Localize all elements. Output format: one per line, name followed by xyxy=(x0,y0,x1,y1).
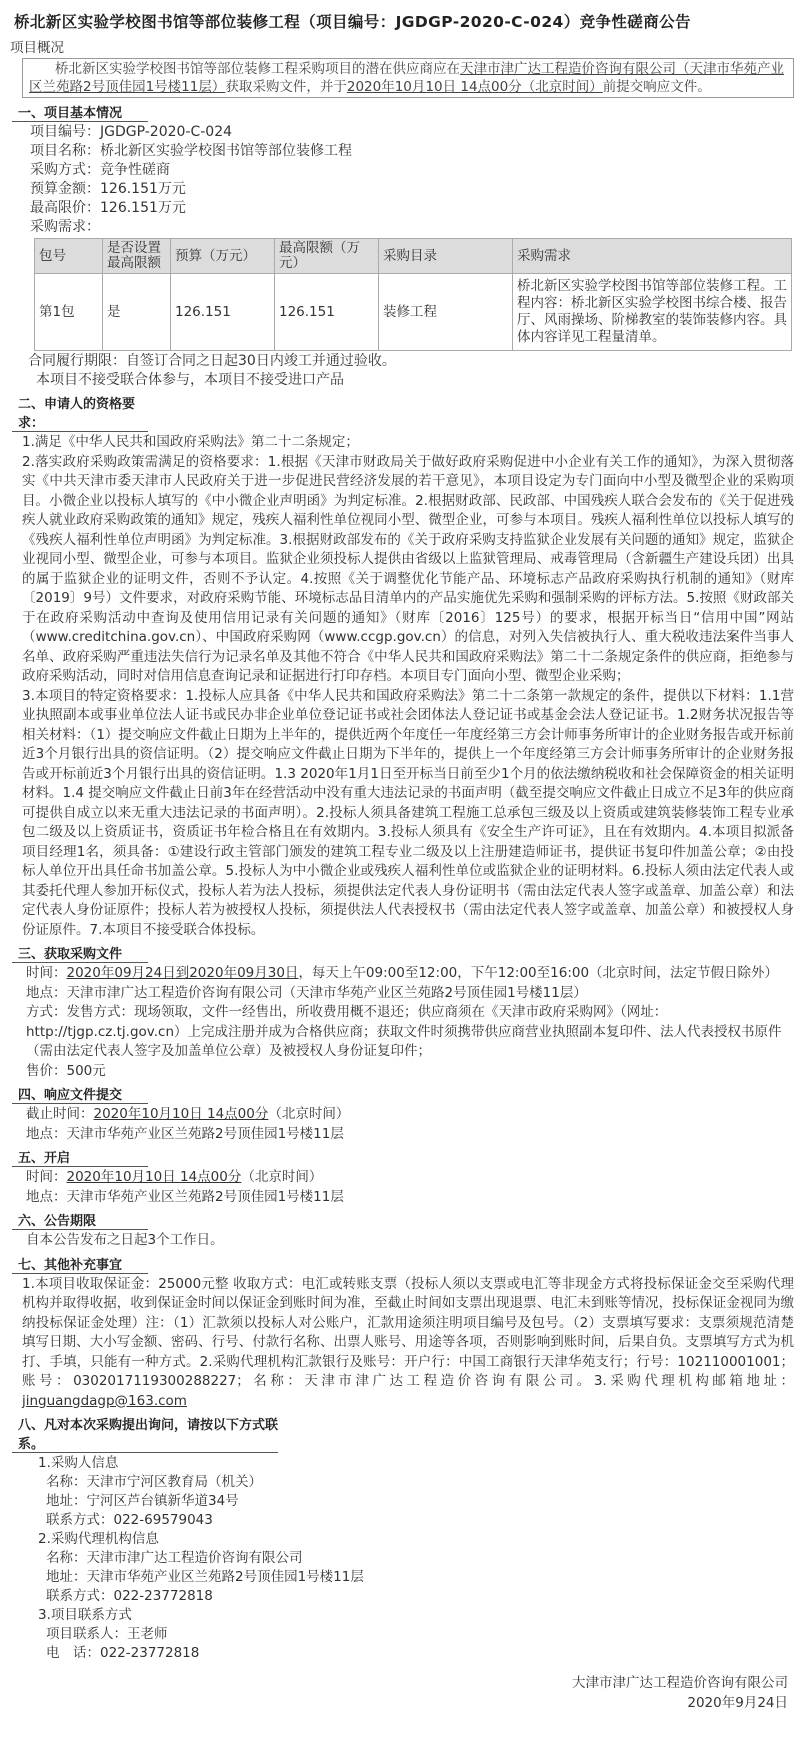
section-heading: 一、项目基本情况 xyxy=(12,102,148,122)
table-cell: 装修工程 xyxy=(379,274,513,351)
overview-text-a: 桥北新区实验学校图书馆等部位装修工程采购项目的潜在供应商应在 xyxy=(55,61,460,77)
table-header-row xyxy=(35,239,792,274)
obtain-time: 时间：2020年09月24日到2020年09月30日，每天上午09:00至12:00，下午12:00至16:00（北京时间，法定节假日除外） xyxy=(26,965,779,981)
section-heading: 四、响应文件提交 xyxy=(12,1084,148,1104)
overview-text-b: 获取采购文件，并于 xyxy=(225,79,347,95)
section-basic-info xyxy=(8,102,800,390)
agency-address: 地址：天津市华苑产业区兰苑路2号顶佳园1号楼11层 xyxy=(46,1569,364,1585)
project-contact-label: 3.项目联系方式 xyxy=(38,1607,132,1623)
qualification-item-1: 1.满足《中华人民共和国政府采购法》第二十二条规定； xyxy=(22,434,359,450)
section-obtain-documents xyxy=(8,943,800,1081)
overview-text-c: 前提交响应文件。 xyxy=(602,79,711,95)
col-header: 最高限额（万元） xyxy=(275,239,379,274)
section-announcement-period xyxy=(8,1210,800,1251)
procurement-method: 采购方式：竞争性磋商 xyxy=(30,162,170,178)
signing-date: 2020年9月24日 xyxy=(687,1695,788,1711)
col-header: 采购目录 xyxy=(379,239,513,274)
obtain-method: 方式：发售方式：现场领取，文件一经售出，所收费用概不退还；供应商须在《天津市政府采购网》（网址：http://tjgp.cz.tj.gov.cn）上完成注册并成为合格供应商；获取文件时须携带供应商营业执照副本复印件、法人代表授权书原件（需由法定代表人签字及加盖单位公章）及被授权人身份证复印件； xyxy=(26,1004,782,1059)
col-header: 采购需求 xyxy=(513,239,792,274)
obtain-place: 地点：天津市津广达工程造价咨询有限公司（天津市华苑产业区兰苑路2号顶佳园1号楼11层） xyxy=(26,984,587,1001)
section-qualifications xyxy=(8,393,800,940)
col-header: 是否设置最高限额 xyxy=(103,239,171,274)
section-submission xyxy=(8,1084,800,1144)
obtain-time-link: 2020年09月24日到2020年09月30日 xyxy=(66,965,299,981)
section-other-matters xyxy=(8,1254,800,1412)
table-row xyxy=(35,274,792,351)
buyer-name: 名称：天津市宁河区教育局（机关） xyxy=(46,1474,262,1490)
document-price: 售价：500元 xyxy=(26,1062,106,1079)
project-name: 项目名称：桥北新区实验学校图书馆等部位装修工程 xyxy=(30,143,352,159)
overview-agency-link: 天津市津广达工程造价咨询有限公司（天津市华苑产业区兰苑路2号顶佳园1号楼11层） xyxy=(29,61,784,95)
project-contact-phone: 电 话：022-23772818 xyxy=(46,1645,200,1661)
qualification-item-2: 2.落实政府采购政策需满足的资格要求：1.根据《天津市财政局关于做好政府采购促进中小企业有关工作的通知》，为深入贯彻落实《中共天津市委天津市人民政府关于进一步促进民营经济发展的若干意见》，本项目设定为专门面向中小型及微型企业的采购项目。小微企业以投标人填写的《中小微企业声明函》为判定标准。2.根据财政部、民政部、中国残疾人联合会发布的《关于促进残疾人就业政府采购政策的通知》规定，残疾人福利性单位视同小型、微型企业，可参与本项目。残疾人福利性单位以投标人填写的《残疾人福利性单位声明函》为判定标准。3.根据财政部发布的《关于政府采购支持监狱企业发展有关问题的通知》规定，监狱企业视同小型、微型企业，可参与本项目。监狱企业须投标人提供由省级以上监狱管理局、戒毒管理局（含新疆生产建设兵团）出具的属于监狱企业的证明文件，否则不予认定。4.按照《关于调整优化节能产品、环境标志产品政府采购执行机制的通知》（财库〔2019〕9号）文件要求，对政府采购节能、环境标志品目清单内的产品实施优先采购和强制采购的评标方法。5.按照《财政部关于在政府采购活动中查询及使用信用记录有关问题的通知》（财库〔2016〕125号）的要求，根据开标当日“信用中国”网站（www.creditchina.gov.cn）、中国政府采购网（www.ccgp.gov.cn）的信息，对列入失信被执行人、重大税收违法案件当事人名单、政府采购严重违法失信行为记录名单及其他不符合《中华人民共和国政府采购法》第二十二条规定条件的供应商，拒绝参与政府采购活动，同时对信用信息查询记录和证据进行打印存档。本项目专门面向小型、微型企业采购； xyxy=(22,453,794,684)
agency-name: 名称：天津市津广达工程造价咨询有限公司 xyxy=(46,1550,303,1566)
section-heading: 三、获取采购文件 xyxy=(12,943,148,963)
col-header: 包号 xyxy=(35,239,103,274)
submission-place: 地点：天津市华苑产业区兰苑路2号顶佳园1号楼11层 xyxy=(26,1125,344,1142)
announcement-period-text: 自本公告发布之日起3个工作日。 xyxy=(26,1232,224,1248)
overview-label: 项目概况 xyxy=(10,40,64,56)
section-heading: 五、开启 xyxy=(12,1147,148,1167)
buyer-phone: 联系方式：022-69579043 xyxy=(46,1512,213,1528)
agency-email-link[interactable]: jinguangdagp@163.com xyxy=(22,1392,187,1409)
overview-box xyxy=(22,58,794,98)
opening-time-link: 2020年10月10日 14点00分 xyxy=(66,1169,242,1185)
qualification-item-3: 3.本项目的特定资格要求：1.投标人应具备《中华人民共和国政府采购法》第二十二条第一款规定的条件，提供以下材料：1.1营业执照副本或事业单位法人证书或民办非企业单位登记证书或社会团体法人登记证书或基金会法人登记证书。1.2财务状况报告等相关材料：（1）提交响应文件截止日期为上半年的，提供近两个年度任一年度经第三方会计师事务所审计的企业财务报告或开标前近3个月银行出具的资信证明。（2）提交响应文件截止日期为下半年的，提供上一个年度经第三方会计师事务所审计的企业财务报告或开标前近3个月银行出具的资信证明。1.3 2020年1月1日至开标当日前至少1个月的依法缴纳税收和社会保障资金的相关证明材料。1.4 提交响应文件截止日前3年在经营活动中没有重大违法记录的书面声明（截至提交响应文件截止日成立不足3年的供应商可提供自成立以来无重大违法记录的书面声明）。2.投标人须具备建筑工程施工总承包三级及以上资质或建筑装修装饰工程专业承包二级及以上资质证书，资质证书年检合格且在有效期内。3.投标人须具有《安全生产许可证》，且在有效期内。4.本项目拟派备项目经理1名，须具备：①建设行政主管部门颁发的建筑工程专业二级及以上注册建造师证书，提供证书复印件加盖公章；②由投标人单位开出具任命书加盖公章。5.投标人为中小微企业或残疾人福利性单位或监狱企业的证明材料。6.投标人须由法定代表人或其委托代理人参加开标仪式，投标人若为法人投标，须提供法定代表人身份证明书（需由法定代表人签字或盖章、加盖公章）和法定代表人身份证原件；投标人若为被授权人投标，须提供法人代表授权书（需由法定代表人签字或盖章、加盖公章）和被授权人身份证原件。7.本项目不接受联合体投标。 xyxy=(22,687,794,938)
buyer-info-label: 1.采购人信息 xyxy=(38,1455,119,1471)
submission-deadline-link: 2020年10月10日 14点00分 xyxy=(93,1106,269,1122)
section-heading: 六、公告期限 xyxy=(12,1210,148,1230)
signature-block xyxy=(8,1673,788,1713)
contract-period: 合同履行期限：自签订合同之日起30日内竣工并通过验收。 xyxy=(28,353,396,369)
requirements-table xyxy=(34,238,792,351)
overview-deadline-link: 2020年10月10日 14点00分（北京时间） xyxy=(346,79,603,95)
section-contacts xyxy=(8,1414,800,1663)
section-heading: 七、其他补充事宜 xyxy=(12,1254,148,1274)
other-matters-text: 1.本项目收取保证金：25000元整 收取方式：电汇或转账支票（投标人须以支票或电汇等非现金方式将投标保证金交至采购代理机构并取得收据，收到保证金时间以保证金到账时间为准，至截止时间如支票出现退票、电汇未到账等情况，投标保证金视同为缴纳投标保证金处理）注：（1）汇款须以投标人对公账户，汇款用途须注明项目编号及包号。（2）支票填写要求：支票须规范清楚填写日期、大小写金额、密码、行号、付款行名称、出票人账号、用途等各项，否则影响到账时间，后果自负。支票填写方式为机打、手填，只能有一种方式。2.采购代理机构汇款银行及账号：开户行：中国工商银行天津华苑支行；行号：102110001001；账号：0302017119300288227；名称：天津市津广达工程造价咨询有限公司。3.采购代理机构邮箱地址：jinguangdagp@163.com xyxy=(22,1275,794,1409)
table-cell: 第1包 xyxy=(35,274,103,351)
buyer-address: 地址：宁河区芦台镇新华道34号 xyxy=(46,1493,239,1509)
project-contact-person: 项目联系人：王老师 xyxy=(46,1626,168,1642)
project-number: 项目编号：JGDGP-2020-C-024 xyxy=(30,124,233,140)
opening-time: 时间：2020年10月10日 14点00分（北京时间） xyxy=(26,1169,323,1185)
section-opening xyxy=(8,1147,800,1207)
announcement-page xyxy=(8,0,800,1713)
agency-info-label: 2.采购代理机构信息 xyxy=(38,1531,159,1547)
col-header: 预算（万元） xyxy=(171,239,275,274)
table-cell: 126.151 xyxy=(275,274,379,351)
budget-amount: 预算金额：126.151万元 xyxy=(30,181,186,197)
procurement-needs-label: 采购需求： xyxy=(30,219,100,235)
agency-phone: 联系方式：022-23772818 xyxy=(46,1588,213,1604)
table-cell: 桥北新区实验学校图书馆等部位装修工程。工程内容：桥北新区实验学校图书综合楼、报告厅、风雨操场、阶梯教室的装饰装修内容。具体内容详见工程量清单。 xyxy=(513,274,792,351)
consortium-note: 本项目不接受联合体参与，本项目不接受进口产品 xyxy=(36,372,344,388)
max-price: 最高限价：126.151万元 xyxy=(30,200,186,216)
submission-deadline: 截止时间：2020年10月10日 14点00分（北京时间） xyxy=(26,1106,350,1122)
page-title: 桥北新区实验学校图书馆等部位装修工程（项目编号：JGDGP-2020-C-024）竞争性磋商公告 xyxy=(14,13,691,31)
table-cell: 是 xyxy=(103,274,171,351)
signing-organization: 大津市津广达工程造价咨询有限公司 xyxy=(572,1675,788,1691)
opening-place: 地点：天津市华苑产业区兰苑路2号顶佳园1号楼11层 xyxy=(26,1188,344,1205)
section-heading: 八、凡对本次采购提出询问，请按以下方式联系。 xyxy=(12,1414,278,1453)
section-heading: 二、申请人的资格要求： xyxy=(12,393,148,432)
table-cell: 126.151 xyxy=(171,274,275,351)
